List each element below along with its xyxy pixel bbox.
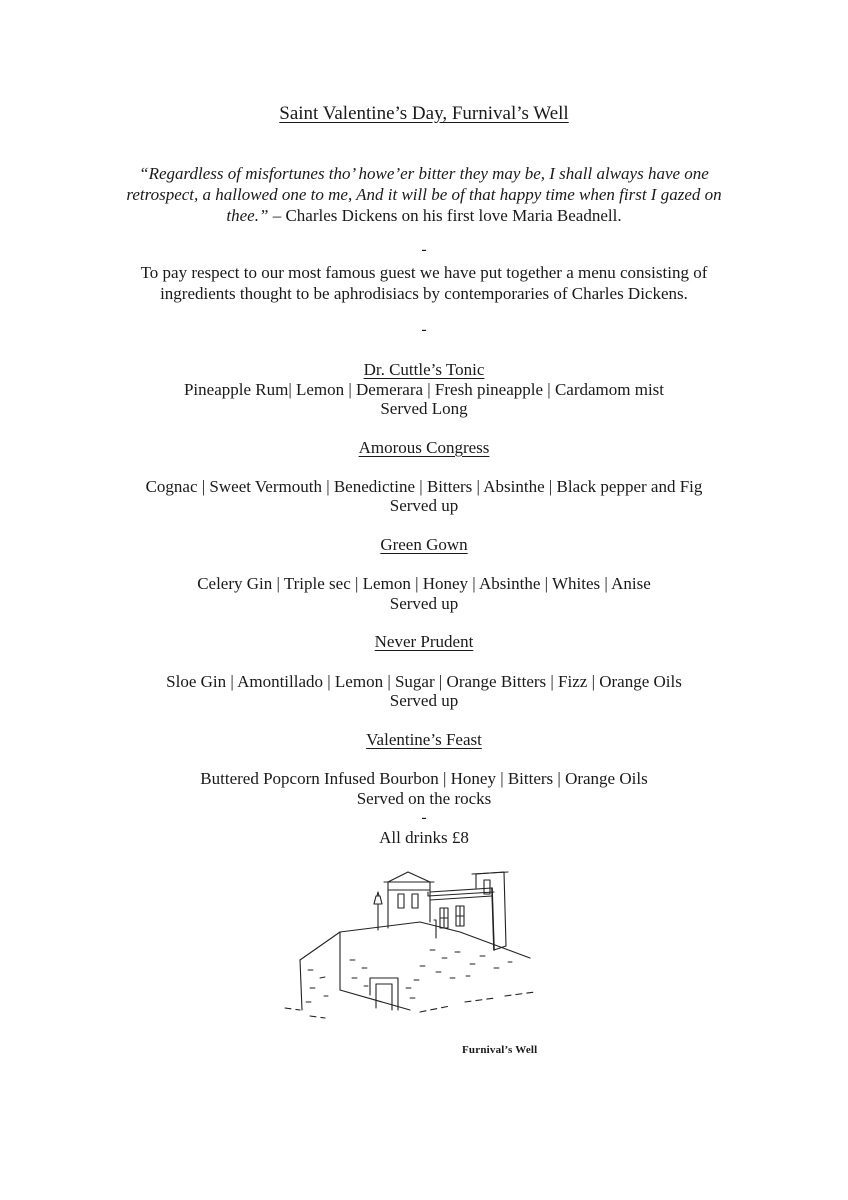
drink-ingredients: Buttered Popcorn Infused Bourbon | Honey | Bitters | Orange Oils [200,769,648,788]
separator: - [421,321,427,338]
quote-attribution: – Charles Dickens on his first love Maria Beadnell. [268,206,622,225]
drink-ingredients: Cognac | Sweet Vermouth | Benedictine | Bitters | Absinthe | Black pepper and Fig [145,477,703,496]
drink-name: Dr. Cuttle’s Tonic [363,360,485,379]
page-title: Saint Valentine’s Day, Furnival’s Well [279,103,569,124]
illustration-caption: Furnival’s Well [462,1044,538,1056]
separator: - [421,809,427,826]
drink-serve: Served up [389,691,459,710]
drink-serve: Served up [389,594,459,613]
drink-name: Never Prudent [374,632,474,651]
drink-ingredients: Pineapple Rum| Lemon | Demerara | Fresh pineapple | Cardamom mist [183,380,665,399]
drink-name: Green Gown [380,535,468,554]
quote-text: “Regardless of misfortunes tho’ howe’er bitter they may be, I shall always have one retrospect, a hallowed one to me, And it will be of that happy time when first I gazed on thee.” [126,164,722,225]
separator: - [421,241,427,258]
drink-serve: Served up [389,496,459,515]
dickens-quote [118,163,730,226]
drink-name: Amorous Congress [358,438,490,457]
price-note: All drinks £8 [379,828,469,847]
building-illustration [280,860,560,1060]
drink-serve: Served Long [380,399,468,418]
drink-name: Valentine’s Feast [366,730,482,749]
intro-text: To pay respect to our most famous guest we have put together a menu consisting of ingredients thought to be aphrodisiacs by contemporaries of Charles Dickens. [140,263,708,303]
drink-ingredients: Sloe Gin | Amontillado | Lemon | Sugar | Orange Bitters | Fizz | Orange Oils [166,672,682,691]
drink-ingredients: Celery Gin | Triple sec | Lemon | Honey | Absinthe | Whites | Anise [197,574,651,593]
drink-serve: Served on the rocks [356,789,492,808]
